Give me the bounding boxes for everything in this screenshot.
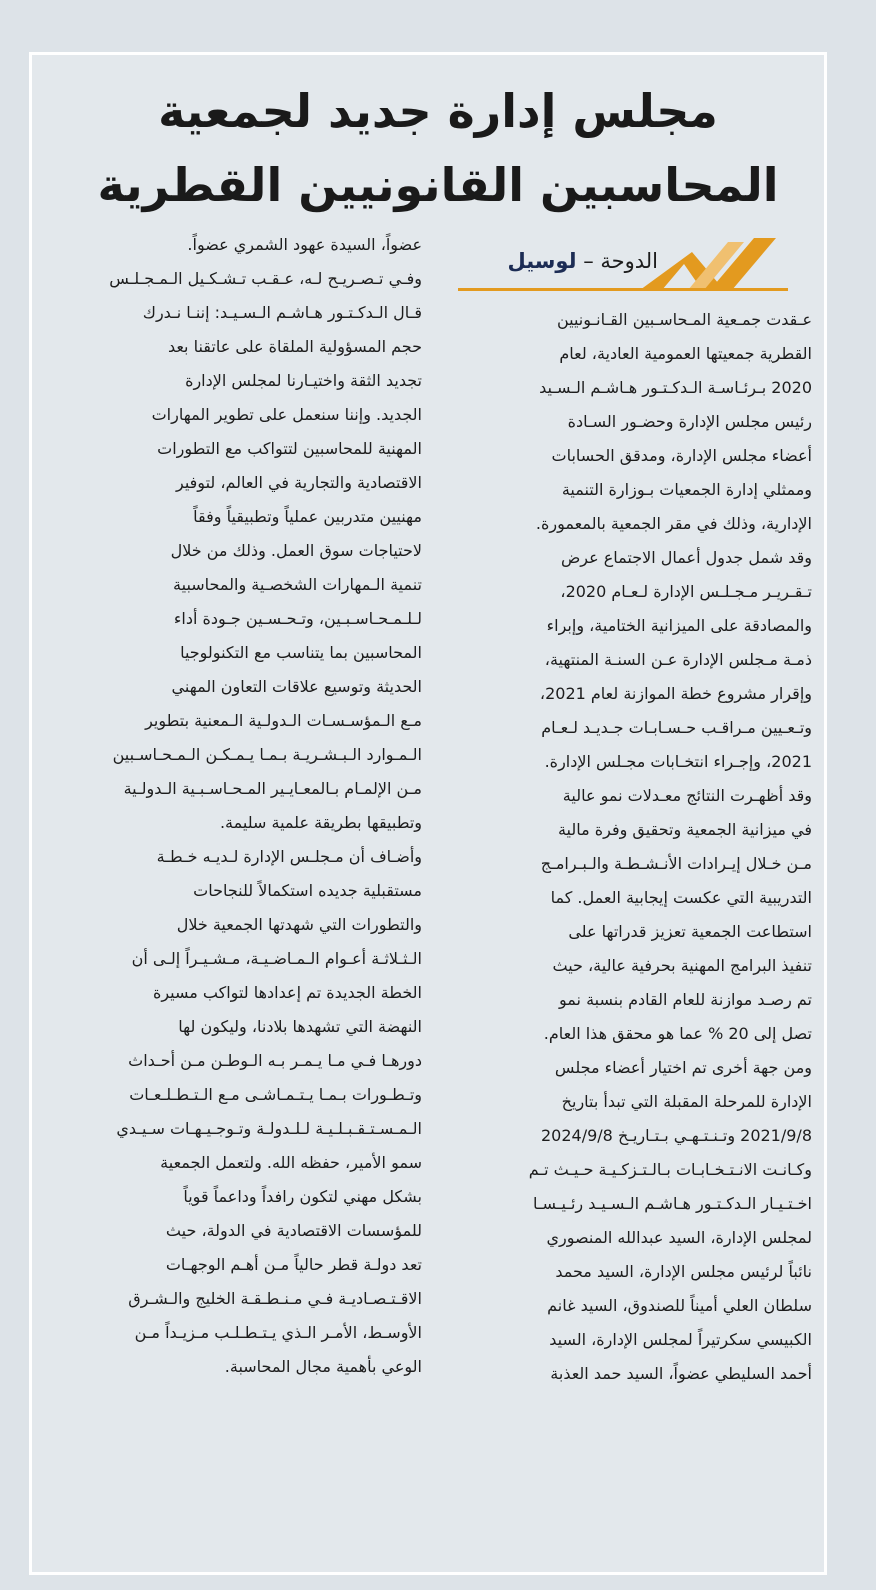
article-text-line: وتطبيقها بطريقة علمية سليمة. — [219, 813, 422, 832]
article-text-line: وتـطـورات بـمـا يـتـمـاشـى مـع الـتـطـلـعـات — [129, 1085, 422, 1104]
article-text-line: وتـعـيين مـراقـب حـسـابـات جـديـد لـعـام — [541, 718, 812, 737]
article-text-line: نائباً لرئيس مجلس الإدارة، السيد محمد — [555, 1262, 812, 1281]
orange-chevron-logo-icon — [640, 234, 800, 290]
headline-line-1: مجلس إدارة جديد لجمعية — [158, 84, 718, 138]
article-text-line: تم رصـد موازنة للعام القادم بنسبة نمو — [559, 990, 812, 1009]
article-text-line: وممثلي إدارة الجمعيات بـوزارة التنمية — [561, 480, 812, 499]
article-text-line: لمجلس الإدارة، السيد عبدالله المنصوري — [546, 1228, 812, 1247]
article-text-line: التدريبية التي عكست إيجابية العمل. كما — [550, 888, 812, 907]
article-text-line: مـن الإلمـام بـالمعـايـير المـحـاسـبـية الـدولـية — [123, 779, 422, 798]
article-text-line: ذمـة مـجلس الإدارة عـن السنـة المنتهية، — [544, 650, 812, 669]
article-text-line: الـمـسـتـقـبـلـيـة لـلـدولـة وتـوجـيـهـات سـيـدي — [116, 1119, 422, 1138]
article-column-right — [457, 303, 812, 1391]
article-text-line: وقد أظهـرت النتائج معـدلات نمو عالية — [562, 786, 812, 805]
article-text-line: تجديد الثقة واختيـارنا لمجلس الإدارة — [185, 371, 422, 390]
headline-line-2: المحاسبين القانونيين القطرية — [97, 158, 779, 212]
article-text-line: مـع الـمؤسـسـات الـدولـية الـمعنية بتطوير — [145, 711, 422, 730]
article-text-line: دورهـا فـي مـا يـمـر بـه الـوطـن مـن أحـداث — [128, 1051, 422, 1070]
article-text-line: اخـتـيـار الـدكـتـور هـاشـم الـسـيـد رئـيـسـا — [532, 1194, 812, 1213]
article-text-line: الـمـوارد الـبـشـريـة بـمـا يـمـكـن الـمـحـاسـبين — [112, 745, 422, 764]
article-text-line: الجديد. وإننا سنعمل على تطوير المهارات — [151, 405, 422, 424]
byline-source: لوسيل — [507, 249, 577, 273]
article-text-line: الاقـتـصـاديـة فـي مـنـطـقـة الخليج والـشـرق — [128, 1289, 422, 1308]
article-text-line: حجم المسؤولية الملقاة على عاتقنا بعد — [167, 337, 422, 356]
article-text-line: أعضاء مجلس الإدارة، ومدقق الحسابات — [551, 446, 812, 465]
article-column-left — [60, 228, 422, 1384]
article-text-line: والمصادقة على الميزانية الختامية، وإبراء — [546, 616, 812, 635]
article-text-line: لاحتياجات سوق العمل. وذلك من خلال — [170, 541, 422, 560]
byline-rule — [458, 288, 788, 291]
article-text-line: الـثـلاثـة أعـوام الـمـاضـيـة، مـشـيـراً إلـى أن — [131, 949, 422, 968]
article-text-line: الوعي بأهمية مجال المحاسبة. — [224, 1357, 422, 1376]
article-text-line: للمؤسسات الاقتصادية في الدولة، حيث — [165, 1221, 422, 1240]
article-text-line: في ميزانية الجمعية وتحقيق وفرة مالية — [557, 820, 812, 839]
article-text-line: 2021، وإجـراء انتخـابات مجـلس الإدارة. — [544, 752, 812, 771]
article-text-line: قـال الـدكـتـور هـاشـم الـسـيـد: إننـا نـدرك — [142, 303, 422, 322]
article-text-line: مهنيين متدربين عملياً وتطبيقياً وفقاً — [193, 507, 422, 526]
article-text-line: مستقبلية جديده استكمالاً للنجاحات — [193, 881, 422, 900]
article-text-line: أحمد السليطي عضواً، السيد حمد العذبة — [550, 1364, 812, 1383]
byline — [458, 234, 810, 292]
byline-text — [458, 244, 658, 278]
article-text-line: وقد شمل جدول أعمال الاجتماع عرض — [560, 548, 812, 567]
article-text-line: والتطورات التي شهدتها الجمعية خلال — [176, 915, 422, 934]
byline-place: الدوحة – — [583, 249, 658, 273]
article-text-line: عضواً، السيدة عهود الشمري عضواً. — [187, 235, 422, 254]
article-text-line: وفـي تـصـريـح لـه، عـقـب تـشـكـيل الـمـجـلـس — [109, 269, 422, 288]
article-text-line: وكـانـت الانـتـخـابـات بـالـتـزكـيـة حـيـث تـم — [528, 1160, 812, 1179]
article-text-line: الحديثة وتوسيع علاقات التعاون المهني — [171, 677, 422, 696]
article-text-line: سلطان العلي أميناً للصندوق، السيد غانم — [547, 1296, 812, 1315]
article-text-line: المهنية للمحاسبين لتتواكب مع التطورات — [157, 439, 422, 458]
article-headline — [40, 74, 836, 222]
article-text-line: تنفيذ البرامج المهنية بحرفية عالية، حيث — [552, 956, 812, 975]
article-text-line: الخطة الجديدة تم إعدادها لتواكب مسيرة — [152, 983, 422, 1002]
article-text-line: وأضـاف أن مـجلـس الإدارة لـديـه خـطـة — [156, 847, 422, 866]
article-text-line: عـقدت جمـعية المـحاسـبين القـانـونيين — [556, 310, 812, 329]
article-text-line: الأوسـط، الأمـر الـذي يـتـطـلـب مـزيـداً مـن — [134, 1323, 422, 1342]
article-text-line: وإقرار مشروع خطة الموازنة لعام 2021، — [539, 684, 812, 703]
article-text-line: ومن جهة أخرى تم اختيار أعضاء مجلس — [554, 1058, 812, 1077]
article-text-line: تصل إلى 20 % عما هو محقق هذا العام. — [543, 1024, 812, 1043]
article-text-line: استطاعت الجمعية تعزيز قدراتها على — [568, 922, 812, 941]
article-text-line: سمو الأمير، حفظه الله. ولتعمل الجمعية — [160, 1153, 422, 1172]
article-text-line: رئيس مجلس الإدارة وحضـور السـادة — [567, 412, 812, 431]
article-text-line: 2020 بـرئـاسـة الـدكـتـور هـاشـم الـسـيد — [539, 378, 812, 397]
article-text-line: لـلـمـحـاسـبـين، وتـحـسـين جـودة أداء — [173, 609, 422, 628]
article-text-line: الإدارة للمرحلة المقبلة التي تبدأ بتاريخ — [561, 1092, 812, 1111]
article-text-line: تعد دولـة قطر حالياً مـن أهـم الوجهـات — [165, 1255, 422, 1274]
article-text-line: الكبيسي سكرتيراً لمجلس الإدارة، السيد — [549, 1330, 812, 1349]
article-text-line: بشكل مهني لتكون رافداً وداعماً قوياً — [183, 1187, 422, 1206]
article-text-line: 2021/9/8 وتـنـتـهـي بـتـاريـخ 2024/9/8 — [541, 1126, 812, 1145]
article-text-line: مـن خـلال إيـرادات الأنـشـطـة والـبـرامـج — [540, 854, 812, 873]
article-text-line: الاقتصادية والتجارية في العالم، لتوفير — [176, 473, 422, 492]
article-text-line: تنمية الـمهارات الشخصـية والمحاسبية — [173, 575, 422, 594]
article-text-line: النهضة التي تشهدها بلادنا، وليكون لها — [178, 1017, 422, 1036]
article-text-line: تـقـريـر مـجـلـس الإدارة لـعـام 2020، — [560, 582, 812, 601]
article-text-line: القطرية جمعيتها العمومية العادية، لعام — [559, 344, 812, 363]
article-text-line: المحاسبين بما يتناسب مع التكنولوجيا — [180, 643, 422, 662]
article-text-line: الإدارية، وذلك في مقر الجمعية بالمعمورة. — [535, 514, 812, 533]
